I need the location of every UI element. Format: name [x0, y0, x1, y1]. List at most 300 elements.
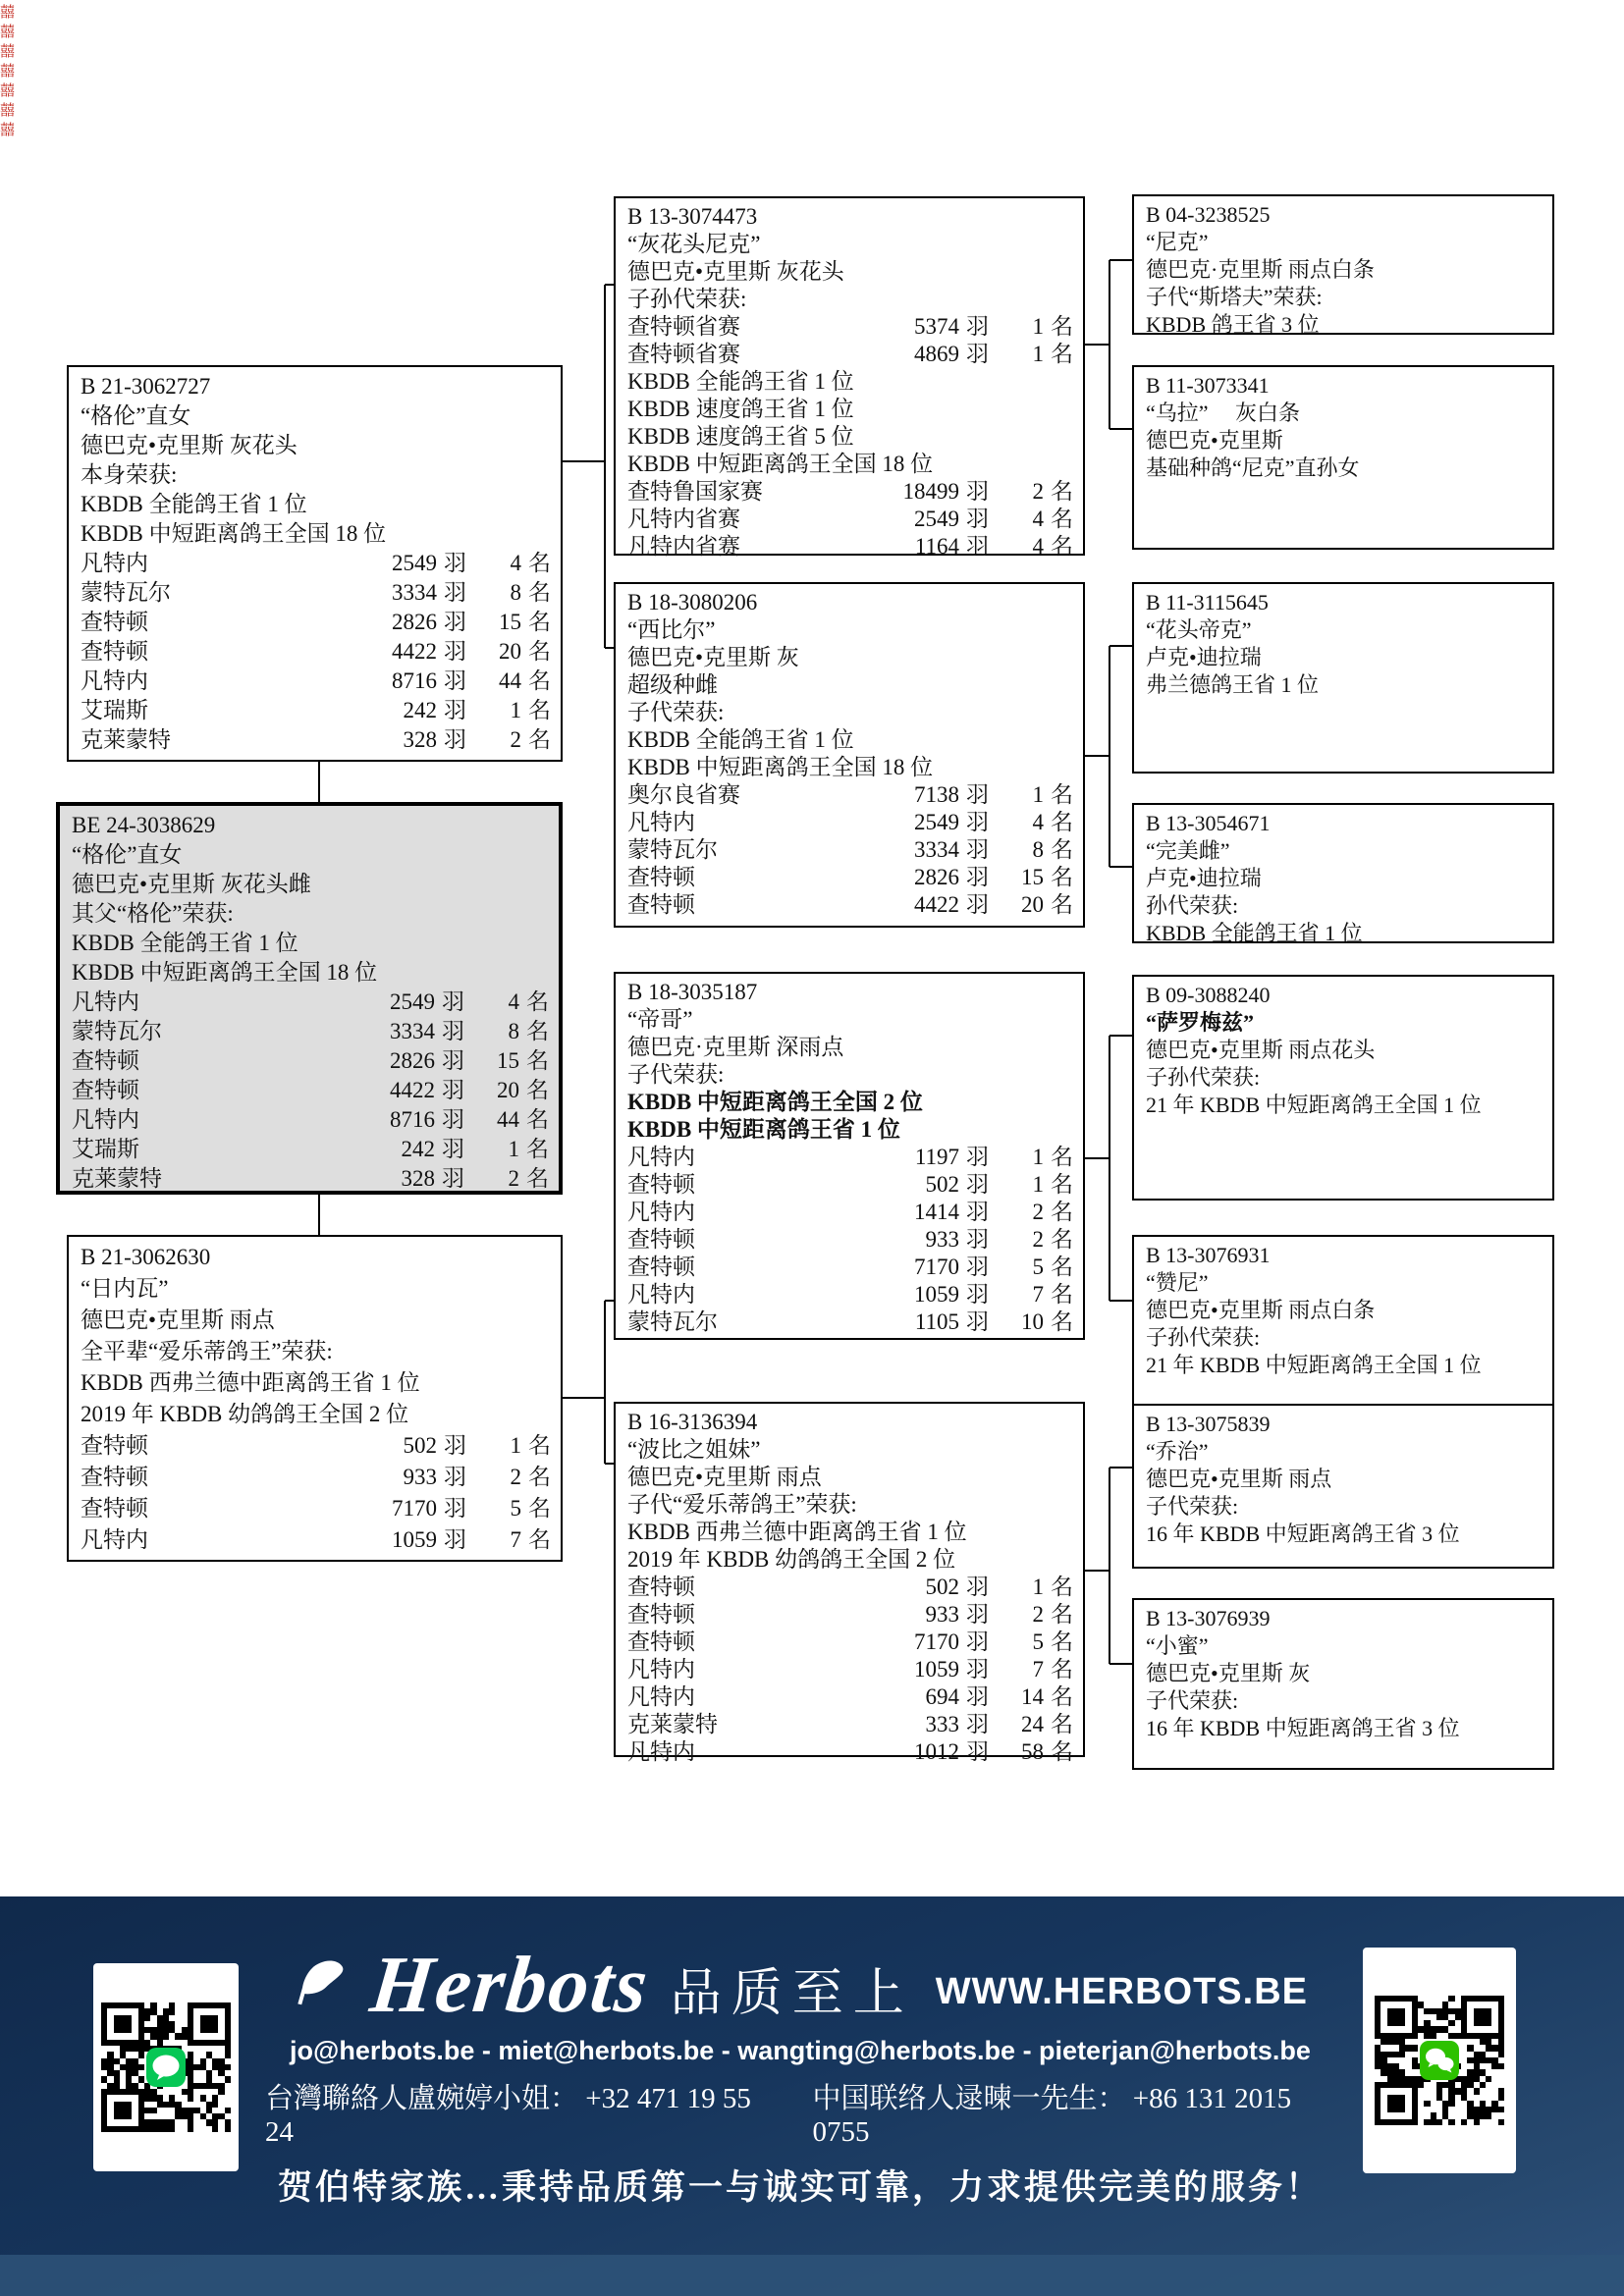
pedigree-line: 2019 年 KBDB 幼鸽鸽王全国 2 位 [81, 1402, 409, 1426]
race-value: 名 [1051, 1739, 1073, 1764]
race-value: 名 [1051, 837, 1073, 862]
pedigree-line: “日内瓦” [81, 1276, 169, 1301]
contact-taiwan: 台灣聯絡人盧婉婷小姐： +32 471 19 55 24 [265, 2083, 751, 2148]
race-name: 艾瑞斯 [72, 1137, 139, 1161]
race-value: 名 [528, 698, 551, 722]
feather-icon [293, 1956, 350, 2013]
race-value: 8 [1032, 837, 1044, 862]
race-value: 14 [1021, 1684, 1044, 1709]
race-name: 查特顿 [81, 610, 148, 634]
race-name: 凡特内省赛 [627, 534, 740, 559]
race-value: 羽 [966, 1602, 989, 1627]
pedigree-line: 德巴克•克里斯 灰 [1146, 1661, 1311, 1685]
race-value: 4422 [914, 892, 959, 917]
pedigree-line: 子代“爱乐蒂鸽王”荣获: [627, 1492, 857, 1517]
race-value: 1414 [914, 1200, 959, 1224]
pedigree-line: 德巴克•克里斯 雨点 [627, 1465, 822, 1489]
race-value: 933 [403, 1465, 437, 1489]
race-value: 933 [925, 1602, 959, 1627]
email-addresses: jo@herbots.be - miet@herbots.be - wangting@herbots.be - pieterjan@herbots.be [290, 2036, 1311, 2065]
race-result-row [627, 1574, 1073, 1601]
race-result-row [627, 1144, 1073, 1171]
race-name: 凡特内 [81, 668, 148, 693]
pedigree-line: KBDB 全能鸽王省 1 位 [81, 492, 307, 516]
pedigree-line: “格伦”直女 [81, 403, 191, 428]
race-value: 7138 [914, 782, 959, 807]
race-value: 名 [1051, 1282, 1073, 1307]
race-value: 名 [526, 1019, 549, 1043]
red-stamp-icon: 囍 [0, 103, 16, 119]
pedigree-line: 德巴克·克里斯 雨点白条 [1146, 257, 1375, 282]
pedigree-box-ggparent-6 [1132, 1235, 1554, 1427]
race-value: 7170 [914, 1255, 959, 1279]
pedigree-line: 16 年 KBDB 中短距离鸽王省 3 位 [1146, 1522, 1460, 1546]
race-value: 羽 [444, 639, 466, 664]
pedigree-line: KBDB 全能鸽王省 1 位 [72, 931, 298, 955]
race-result-row [72, 1017, 549, 1046]
herbots-logo-text: Herbots [366, 1940, 654, 2029]
race-value: 1 [508, 1137, 519, 1161]
race-value: 502 [403, 1433, 437, 1458]
race-value: 8716 [392, 668, 437, 693]
race-value: 333 [925, 1712, 959, 1736]
race-value: 20 [499, 639, 521, 664]
race-name: 查特顿 [81, 1496, 148, 1521]
race-result-row [627, 1308, 1073, 1336]
race-value: 羽 [442, 1048, 464, 1073]
race-value: 名 [1051, 1309, 1073, 1334]
pedigree-line: 德巴克•克里斯 灰花头 [81, 433, 298, 457]
pedigree-box-ggparent-4 [1132, 803, 1554, 943]
pedigree-line: 子代荣获: [1146, 1494, 1239, 1519]
race-value: 1 [510, 1433, 521, 1458]
race-name: 奥尔良省赛 [627, 782, 740, 807]
race-name: 查特顿 [627, 1575, 695, 1599]
pedigree-line: 超级种雌 [627, 672, 718, 697]
pedigree-line: 21 年 KBDB 中短距离鸽王全国 1 位 [1146, 1353, 1482, 1377]
pedigree-box-grandsire-1 [614, 196, 1085, 559]
pedigree-box-granddam-2 [614, 1402, 1085, 1764]
footer-bottom-strip [0, 2255, 1624, 2296]
race-value: 1059 [914, 1282, 959, 1307]
race-value: 58 [1021, 1739, 1044, 1764]
race-value: 44 [497, 1107, 519, 1132]
pedigree-line: 子孙代荣获: [627, 287, 747, 311]
race-value: 羽 [966, 1200, 989, 1224]
race-value: 羽 [966, 1145, 989, 1169]
race-result-row [627, 864, 1073, 891]
contact-china: 中国联络人逯暕一先生： +86 131 2015 0755 [812, 2083, 1292, 2148]
race-value: 羽 [966, 1282, 989, 1307]
pedigree-line: “西比尔” [627, 617, 716, 642]
race-value: 羽 [966, 1172, 989, 1197]
pedigree-line: KBDB 西弗兰德中距离鸽王省 1 位 [81, 1370, 420, 1395]
race-name: 查特顿 [72, 1078, 139, 1102]
race-value: 名 [1051, 342, 1073, 366]
race-name: 查特顿省赛 [627, 314, 740, 339]
race-value: 2826 [392, 610, 437, 634]
race-result-row [627, 1683, 1073, 1711]
race-name: 凡特内 [627, 1739, 695, 1764]
pedigree-box-sire [67, 365, 563, 762]
race-name: 查特顿 [81, 1465, 148, 1489]
race-value: 2826 [390, 1048, 435, 1073]
race-value: 羽 [444, 551, 466, 575]
wechat-icon [1419, 2040, 1460, 2081]
race-value: 1 [510, 698, 521, 722]
race-result-row [72, 1076, 549, 1105]
race-value: 名 [528, 1433, 551, 1458]
pedigree-line: KBDB 中短距离鸽王全国 18 位 [72, 960, 378, 985]
race-value: 328 [403, 727, 437, 752]
pedigree-line: “完美雌” [1146, 838, 1230, 863]
race-result-row [627, 1254, 1073, 1281]
race-value: 羽 [966, 507, 989, 531]
race-name: 查特顿 [72, 1048, 139, 1073]
race-value: 2 [1032, 479, 1044, 504]
pedigree-line: B 11-3115645 [1146, 590, 1269, 614]
race-value: 羽 [444, 698, 466, 722]
pedigree-line: 其父“格伦”荣获: [72, 901, 234, 926]
pedigree-line: “帝哥” [627, 1007, 693, 1032]
race-result-row [627, 781, 1073, 809]
race-value: 羽 [966, 1657, 989, 1682]
race-value: 羽 [444, 1496, 466, 1521]
race-value: 2549 [390, 989, 435, 1014]
pedigree-line: “尼克” [1146, 230, 1209, 254]
race-value: 4 [1032, 810, 1044, 834]
race-value: 羽 [444, 727, 466, 752]
race-name: 蒙特瓦尔 [72, 1019, 162, 1043]
race-result-row [627, 341, 1073, 368]
race-name: 查特顿 [627, 1227, 695, 1252]
race-value: 2 [510, 727, 521, 752]
pedigree-line: 德巴克•克里斯 灰花头雌 [72, 872, 311, 896]
race-value: 羽 [966, 1255, 989, 1279]
race-value: 3334 [914, 837, 959, 862]
pedigree-box-subject-bird [56, 802, 563, 1195]
pedigree-box-granddam-1 [614, 582, 1085, 928]
race-value: 4 [1032, 534, 1044, 559]
pedigree-line: 德巴克•克里斯 灰花头 [627, 259, 844, 284]
race-value: 1 [1032, 782, 1044, 807]
race-result-row [81, 1524, 551, 1556]
pedigree-line: B 21-3062630 [81, 1245, 211, 1269]
race-result-row [72, 1105, 549, 1135]
race-name: 查特顿 [627, 892, 695, 917]
red-stamp-icon: 囍 [0, 123, 16, 138]
race-value: 24 [1021, 1712, 1044, 1736]
race-name: 凡特内 [627, 810, 695, 834]
pedigree-line: KBDB 西弗兰德中距离鸽王省 1 位 [627, 1520, 967, 1544]
race-name: 查特顿 [81, 639, 148, 664]
race-name: 查特顿 [627, 1602, 695, 1627]
pedigree-line: KBDB 中短距离鸽王全国 2 位 [627, 1090, 923, 1114]
race-name: 查特顿 [627, 1629, 695, 1654]
race-value: 名 [1051, 1712, 1073, 1736]
pedigree-line: 德巴克•克里斯 雨点白条 [1146, 1298, 1376, 1322]
race-value: 242 [403, 698, 437, 722]
pedigree-box-ggparent-3 [1132, 582, 1554, 774]
pedigree-line: 子代荣获: [627, 700, 725, 724]
pedigree-line: B 13-3074473 [627, 204, 758, 229]
race-value: 4 [510, 551, 521, 575]
race-value: 15 [499, 610, 521, 634]
race-value: 名 [528, 610, 551, 634]
pedigree-line: BE 24-3038629 [72, 813, 216, 837]
pedigree-line: 德巴克•克里斯 雨点 [81, 1308, 275, 1332]
race-value: 5 [1032, 1629, 1044, 1654]
race-value: 名 [1051, 1172, 1073, 1197]
race-name: 凡特内 [72, 989, 139, 1014]
race-value: 1 [1032, 1145, 1044, 1169]
brand-row [293, 1936, 1308, 2034]
race-value: 羽 [966, 1712, 989, 1736]
race-value: 名 [1051, 892, 1073, 917]
race-value: 8716 [390, 1107, 435, 1132]
pedigree-line: B 09-3088240 [1146, 983, 1271, 1007]
race-value: 5 [510, 1496, 521, 1521]
pedigree-box-ggparent-7 [1132, 1404, 1554, 1569]
race-value: 5 [1032, 1255, 1044, 1279]
race-result-row [627, 1226, 1073, 1254]
footer-center [265, 1936, 1335, 2210]
pedigree-line: “赞尼” [1146, 1270, 1209, 1295]
race-value: 羽 [966, 1684, 989, 1709]
pedigree-line: 孙代荣获: [1146, 893, 1239, 918]
race-name: 查特顿 [627, 1172, 695, 1197]
race-value: 2 [510, 1465, 521, 1489]
pedigree-line: 卢克•迪拉瑞 [1146, 645, 1262, 669]
contact-line [265, 2076, 1335, 2149]
race-value: 名 [528, 668, 551, 693]
pedigree-line: B 13-3075839 [1146, 1412, 1271, 1436]
pedigree-line: B 18-3080206 [627, 590, 758, 614]
race-value: 羽 [966, 534, 989, 559]
race-result-row [81, 696, 551, 725]
race-value: 名 [528, 1465, 551, 1489]
race-value: 羽 [442, 1137, 464, 1161]
pedigree-line: “萨罗梅兹” [1146, 1010, 1255, 1035]
race-value: 名 [526, 989, 549, 1014]
pedigree-line: 子代“斯塔夫”荣获: [1146, 285, 1323, 309]
line-app-icon [145, 2047, 187, 2088]
pedigree-box-grandsire-2 [614, 972, 1085, 1340]
race-value: 羽 [444, 580, 466, 605]
race-value: 名 [526, 1166, 549, 1191]
race-result-row [627, 506, 1073, 533]
race-name: 凡特内 [72, 1107, 139, 1132]
race-value: 7170 [392, 1496, 437, 1521]
pedigree-line: KBDB 全能鸽王省 1 位 [627, 369, 854, 394]
race-value: 4422 [390, 1078, 435, 1102]
race-value: 名 [528, 551, 551, 575]
race-result-row [627, 478, 1073, 506]
race-result-row [81, 1430, 551, 1462]
race-name: 克莱蒙特 [81, 727, 171, 752]
race-value: 羽 [442, 1019, 464, 1043]
qr-pattern [1375, 1996, 1504, 2125]
pedigree-line: “乌拉” 灰白条 [1146, 400, 1301, 425]
race-value: 1059 [392, 1527, 437, 1552]
race-value: 2 [1032, 1602, 1044, 1627]
race-result-row [627, 1601, 1073, 1629]
race-result-row [72, 1164, 549, 1194]
pedigree-line: B 16-3136394 [627, 1410, 758, 1434]
pedigree-line: 2019 年 KBDB 幼鸽鸽王全国 2 位 [627, 1547, 956, 1572]
race-value: 羽 [966, 479, 989, 504]
race-value: 羽 [442, 1166, 464, 1191]
race-value: 名 [1051, 314, 1073, 339]
race-value: 694 [925, 1684, 959, 1709]
race-value: 羽 [966, 1309, 989, 1334]
race-name: 查特顿 [81, 1433, 148, 1458]
race-name: 克莱蒙特 [627, 1712, 718, 1736]
race-value: 羽 [966, 865, 989, 889]
race-value: 1 [1032, 1575, 1044, 1599]
pedigree-line: 16 年 KBDB 中短距离鸽王省 3 位 [1146, 1716, 1460, 1740]
race-value: 羽 [966, 810, 989, 834]
race-value: 羽 [444, 1465, 466, 1489]
race-value: 名 [528, 639, 551, 664]
pedigree-line: KBDB 中短距离鸽王全国 18 位 [627, 452, 934, 476]
website-url: WWW.HERBOTS.BE [935, 1970, 1308, 2012]
race-value: 羽 [966, 782, 989, 807]
race-result-row [627, 1629, 1073, 1656]
red-stamp-icon: 囍 [0, 83, 16, 99]
race-value: 名 [1051, 1657, 1073, 1682]
race-value: 7170 [914, 1629, 959, 1654]
race-value: 4 [508, 989, 519, 1014]
pedigree-line: B 13-3076939 [1146, 1606, 1271, 1630]
race-name: 凡特内 [627, 1282, 695, 1307]
race-value: 羽 [966, 1227, 989, 1252]
race-value: 3334 [390, 1019, 435, 1043]
race-name: 凡特内 [627, 1657, 695, 1682]
race-value: 名 [1051, 534, 1073, 559]
pedigree-line: 德巴克•克里斯 雨点 [1146, 1467, 1332, 1491]
race-value: 名 [1051, 479, 1073, 504]
race-result-row [627, 313, 1073, 341]
pedigree-line: 基础种鸽“尼克”直孙女 [1146, 455, 1360, 480]
race-value: 名 [1051, 810, 1073, 834]
pedigree-box-ggparent-8 [1132, 1598, 1554, 1770]
race-name: 蒙特瓦尔 [627, 837, 718, 862]
red-stamp-icon: 囍 [0, 5, 16, 21]
pedigree-line: “乔治” [1146, 1439, 1209, 1464]
race-value: 名 [528, 727, 551, 752]
pedigree-box-dam [67, 1235, 563, 1562]
pedigree-line: B 13-3076931 [1146, 1243, 1271, 1267]
race-value: 羽 [966, 892, 989, 917]
race-result-row [72, 1046, 549, 1076]
race-result-row [627, 809, 1073, 836]
race-value: 15 [1021, 865, 1044, 889]
race-value: 名 [528, 580, 551, 605]
race-name: 查特顿 [627, 1255, 695, 1279]
pedigree-line: 德巴克•克里斯 雨点花头 [1146, 1038, 1376, 1062]
race-value: 20 [497, 1078, 519, 1102]
race-name: 凡特内 [627, 1684, 695, 1709]
pedigree-line: 弗兰德鸽王省 1 位 [1146, 672, 1320, 697]
race-value: 羽 [966, 314, 989, 339]
pedigree-line: B 13-3054671 [1146, 811, 1271, 835]
race-value: 羽 [442, 1078, 464, 1102]
race-value: 1197 [914, 1145, 959, 1169]
pedigree-line: KBDB 速度鸽王省 5 位 [627, 424, 854, 449]
race-value: 2 [1032, 1200, 1044, 1224]
race-name: 凡特内 [81, 1527, 148, 1552]
brand-slogan-cn: 品质至上 [670, 1965, 914, 2022]
race-value: 4 [1032, 507, 1044, 531]
race-value: 1105 [914, 1309, 959, 1334]
race-result-row [627, 1711, 1073, 1738]
pedigree-line: 子代荣获: [627, 1062, 725, 1087]
pedigree-box-ggparent-1 [1132, 194, 1554, 335]
race-value: 1 [1032, 314, 1044, 339]
pedigree-line: KBDB 中短距离鸽王省 1 位 [627, 1117, 900, 1142]
race-value: 1 [1032, 342, 1044, 366]
race-value: 名 [1051, 1575, 1073, 1599]
race-result-row [627, 1171, 1073, 1199]
pedigree-line: B 04-3238525 [1146, 202, 1271, 227]
pedigree-line: “灰花头尼克” [627, 232, 761, 256]
race-result-row [81, 578, 551, 608]
pedigree-line: 子孙代荣获: [1146, 1065, 1261, 1090]
race-value: 名 [1051, 507, 1073, 531]
race-result-row [72, 1135, 549, 1164]
pedigree-line: 21 年 KBDB 中短距离鸽王全国 1 位 [1146, 1093, 1482, 1117]
race-name: 查特鲁国家赛 [627, 479, 763, 504]
race-value: 328 [401, 1166, 435, 1191]
race-result-row [81, 608, 551, 637]
race-value: 名 [528, 1496, 551, 1521]
race-name: 蒙特瓦尔 [81, 580, 171, 605]
race-name: 艾瑞斯 [81, 698, 148, 722]
pedigree-box-ggparent-2 [1132, 365, 1554, 550]
race-value: 18499 [902, 479, 959, 504]
wechat-qr-code [1363, 1948, 1516, 2173]
race-name: 克莱蒙特 [72, 1166, 162, 1191]
race-result-row [627, 1738, 1073, 1766]
race-result-row [627, 1199, 1073, 1226]
pedigree-line: 全平辈“爱乐蒂鸽王”荣获: [81, 1339, 333, 1363]
race-result-row [627, 533, 1073, 561]
race-value: 4422 [392, 639, 437, 664]
race-result-row [81, 667, 551, 696]
race-result-row [627, 1281, 1073, 1308]
red-stamp-icon: 囍 [0, 44, 16, 60]
race-result-row [81, 1462, 551, 1493]
race-value: 7 [510, 1527, 521, 1552]
race-name: 蒙特瓦尔 [627, 1309, 718, 1334]
pedigree-line: 卢克•迪拉瑞 [1146, 866, 1262, 890]
race-value: 242 [401, 1137, 435, 1161]
pedigree-line: KBDB 全能鸽王省 1 位 [1146, 921, 1363, 945]
pedigree-line: B 11-3073341 [1146, 373, 1270, 398]
race-value: 2549 [914, 810, 959, 834]
race-value: 名 [526, 1048, 549, 1073]
race-value: 2549 [392, 551, 437, 575]
race-value: 1164 [914, 534, 959, 559]
line-qr-code [93, 1963, 239, 2171]
race-result-row [72, 988, 549, 1017]
pedigree-line: “花头帝克” [1146, 617, 1252, 642]
race-value: 羽 [966, 1739, 989, 1764]
race-result-row [627, 891, 1073, 919]
race-value: 名 [1051, 1684, 1073, 1709]
race-value: 4869 [914, 342, 959, 366]
